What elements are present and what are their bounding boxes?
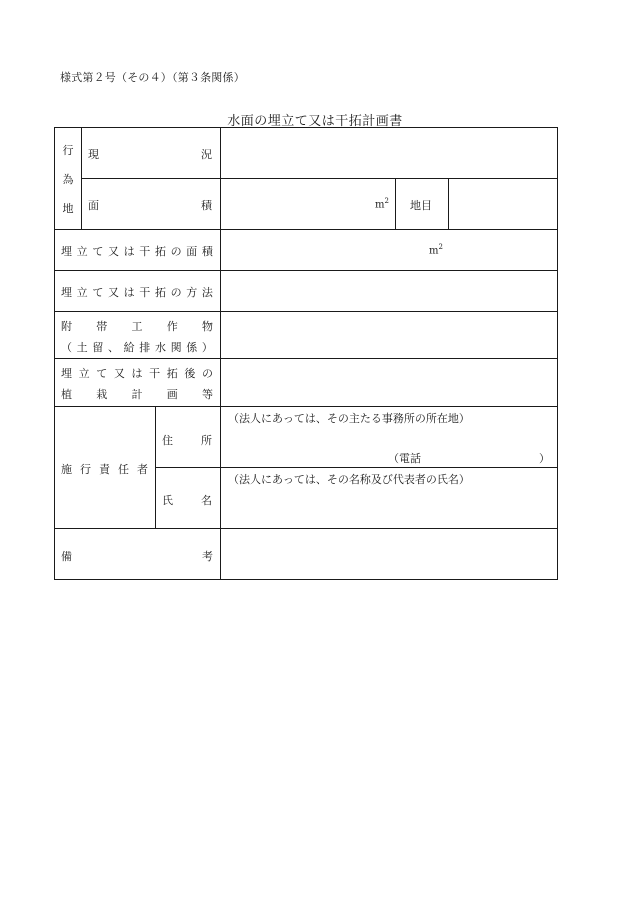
name-note: （法人にあっては、その名称及び代表者の氏名） [228,473,470,486]
site-group-label: 行 為 地 [62,144,74,215]
current-state-label: 現 況 [88,148,212,161]
responsible-person-label: 施 行 責 任 者 [61,463,148,476]
land-category-label: 地目 [410,199,432,212]
ancillary-work-label-line2: （ 土 留 、 給 排 水 関 係 ） [61,341,213,354]
reclaim-area-label: 埋 立 て 又 は 干 拓 の 面 積 [61,245,213,258]
phone-close: ） [539,452,550,465]
address-note: （法人にあっては、その主たる事務所の所在地） [228,412,470,425]
post-planting-label-line2: 植 栽 計 画 等 [61,388,213,401]
post-planting-label-line1: 埋 立 て 又 は 干 拓 後 の [61,367,213,380]
name-label: 氏 名 [162,494,212,507]
site-area-unit: $m^2$ [375,197,389,211]
ancillary-work-label-line1: 附 帯 工 作 物 [61,320,213,333]
phone-label: （電話 [388,452,421,465]
remarks-label: 備 考 [61,550,213,563]
reclaim-area-unit: $m^2$ [429,243,443,257]
form-number: 様式第２号（その４）（第３条関係） [60,71,245,84]
reclaim-method-label: 埋 立 て 又 は 干 拓 の 方 法 [61,286,213,299]
document-title: 水面の埋立て又は干拓計画書 [227,114,403,129]
address-label: 住 所 [162,434,212,447]
site-area-label: 面 積 [88,199,212,212]
